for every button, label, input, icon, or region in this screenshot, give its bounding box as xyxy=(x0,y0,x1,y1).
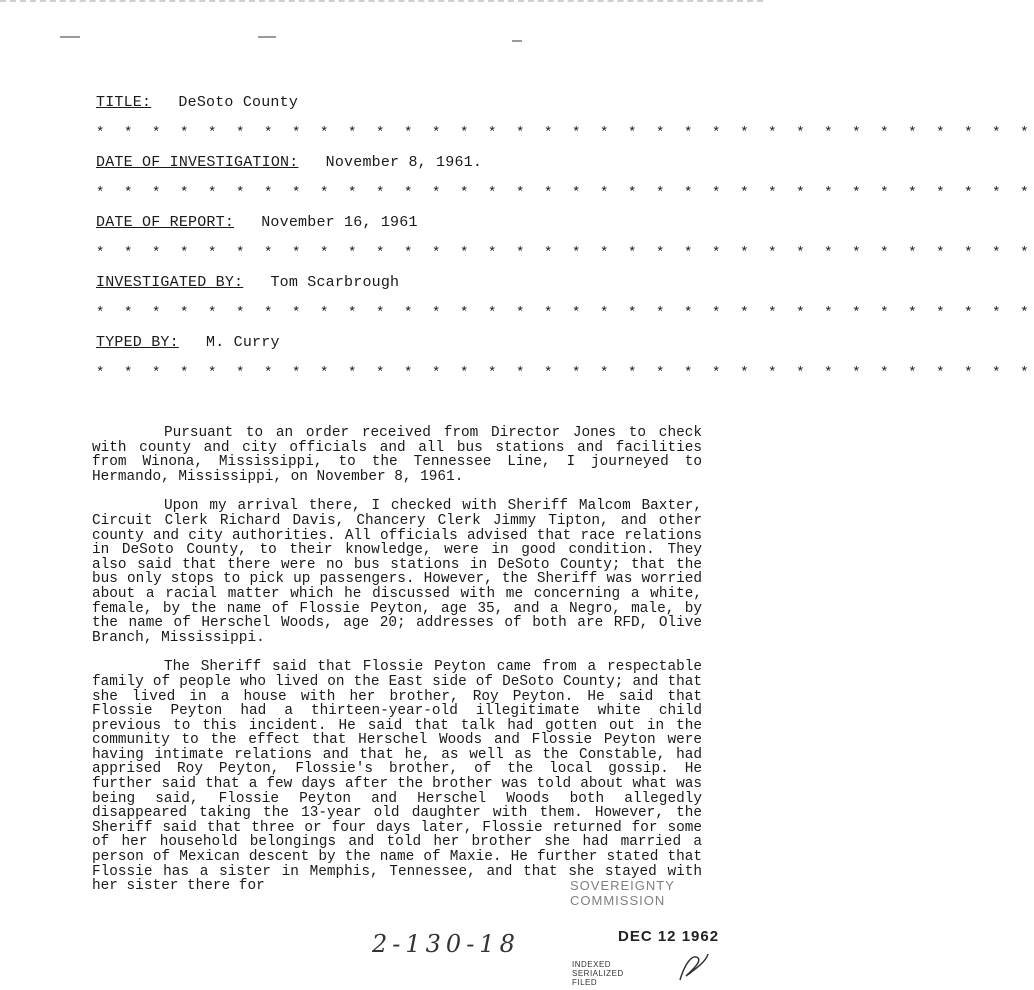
report-header xyxy=(96,93,1034,393)
separator: * * * * * * * * * * * * * * * * * * * * * * * * * * * * * * * * * * xyxy=(96,305,1034,321)
date-of-investigation-row xyxy=(96,153,716,183)
typed-by-row xyxy=(96,333,716,363)
investigated-by-label: INVESTIGATED BY: xyxy=(96,274,244,291)
scan-mark xyxy=(512,40,522,42)
paragraph: Pursuant to an order received from Director Jones to check with county and city officials and all bus stations and facilities from Winona, Mississippi, to the Tennessee Line, I journeyed to Hermando, Mississippi, on November 8, 1961. xyxy=(92,425,702,485)
date-of-investigation-label: DATE OF INVESTIGATION: xyxy=(96,154,299,171)
stamp-line-serialized: SERIALIZED xyxy=(572,969,624,978)
paragraph: The Sheriff said that Flossie Peyton came from a respectable family of people who lived on the East side of DeSoto County; and that she lived in a house with her brother, Roy Peyton. He said that Flossie Peyton had a thirteen-year-old illegitimate white child previous to this incident. He said that talk had gotten out in the community to the effect that Herschel Woods and Flossie Peyton were having intimate relations and that he, as well as the Constable, had apprised Roy Peyton, Flossie's brother, of the local gossip. He further said that a few days after the brother was told about what was being said, Flossie Peyton and Herschel Woods both allegedly disappeared taking the 13-year old daughter with them. However, the Sheriff said that three or four days later, Flossie returned for some of her household belongings and told her brother she had married a person of Mexican descent by the name of Maxie. He further stated that Flossie has a sister in Memphis, Tennessee, and that she stayed with her sister there for xyxy=(92,659,702,895)
date-of-report-row xyxy=(96,213,716,243)
scan-mark xyxy=(60,36,80,38)
date-of-report-label: DATE OF REPORT: xyxy=(96,214,235,231)
date-of-investigation-value: November 8, 1961. xyxy=(325,154,483,171)
title-value: DeSoto County xyxy=(178,94,299,111)
scan-mark xyxy=(258,36,276,38)
typed-by-value: M. Curry xyxy=(206,334,280,351)
scan-edge-dashes xyxy=(0,0,763,4)
handwritten-file-number: 2-130-18 xyxy=(372,930,520,958)
investigated-by-row xyxy=(96,273,716,303)
investigated-by-value: Tom Scarbrough xyxy=(270,274,400,291)
title-row xyxy=(96,93,716,123)
handwritten-initials xyxy=(676,950,712,984)
paragraph: Upon my arrival there, I checked with Sheriff Malcom Baxter, Circuit Clerk Richard Davis, Chancery Clerk Jimmy Tipton, and other county and city authorities. All officials advised that race relations in DeSoto County, to their knowledge, were in good condition. They also said that there were no bus stations in DeSoto County; that the bus only stops to pick up passengers. However, the Sheriff was worried about a racial matter which he discussed with me concerning a white, female, by the name of Flossie Peyton, age 35, and a Negro, male, by the name of Herschel Woods, age 20; addresses of both are RFD, Olive Branch, Mississippi. xyxy=(92,498,702,646)
stamp-line-indexed: INDEXED xyxy=(572,960,612,969)
date-of-report-value: November 16, 1961 xyxy=(261,214,418,231)
typed-by-label: TYPED BY: xyxy=(96,334,179,351)
commission-stamp-overlay: SOVEREIGNTY COMMISSION xyxy=(570,878,675,908)
separator: * * * * * * * * * * * * * * * * * * * * * * * * * * * * * * * * * * xyxy=(96,245,1034,261)
separator: * * * * * * * * * * * * * * * * * * * * * * * * * * * * * * * * * * xyxy=(96,365,1034,381)
filing-stamp xyxy=(572,960,624,987)
separator: * * * * * * * * * * * * * * * * * * * * * * * * * * * * * * * * * * xyxy=(96,125,1034,141)
received-date-stamp: DEC 12 1962 xyxy=(618,928,720,945)
title-label: TITLE: xyxy=(96,94,152,111)
separator: * * * * * * * * * * * * * * * * * * * * * * * * * * * * * * * * * * xyxy=(96,185,1034,201)
report-body xyxy=(92,426,702,909)
stamp-line-filed: FILED xyxy=(572,978,598,987)
